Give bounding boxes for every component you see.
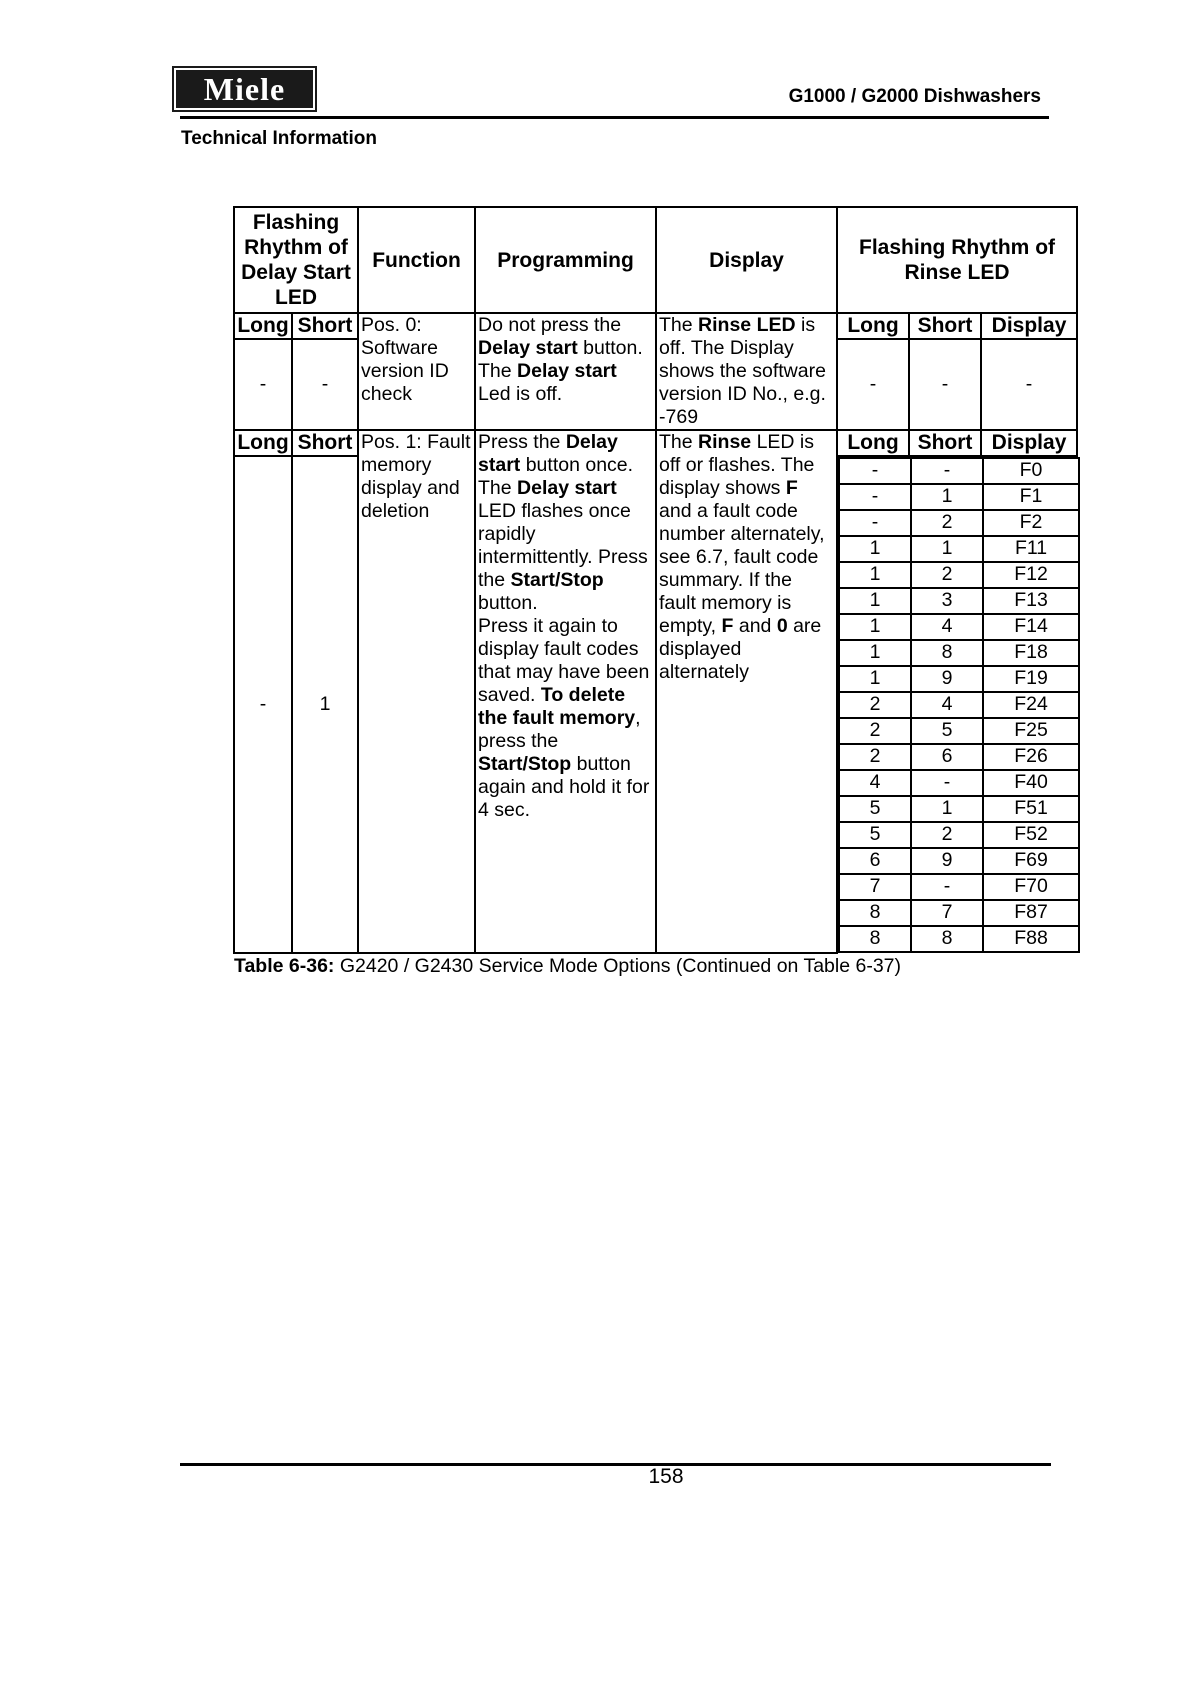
fault-code-long: 1 [839,614,911,640]
fault-code-long: 5 [839,822,911,848]
fault-code-long: 1 [839,666,911,692]
subheader-short: Short [292,430,358,456]
brand-logo [176,70,313,108]
brand-logo-text: Miele [203,71,286,107]
fault-code-short: 9 [911,666,983,692]
fault-code-row [839,458,1079,484]
fault-code-row [839,562,1079,588]
fault-code-row [839,588,1079,614]
fault-code-row [839,796,1079,822]
fault-code-long: 8 [839,900,911,926]
fault-code-long: 1 [839,536,911,562]
fault-code-display: F24 [983,692,1079,718]
fault-code-row [839,926,1079,952]
fault-code-row [839,484,1079,510]
fault-code-long: 5 [839,796,911,822]
table-row [234,313,1077,339]
fault-code-short: 7 [911,900,983,926]
subheader-rinse-short: Short [909,430,981,456]
fault-code-long: 2 [839,692,911,718]
pos1-long: - [234,456,292,953]
fault-code-display: F12 [983,562,1079,588]
fault-code-long: 1 [839,562,911,588]
pos0-short: - [292,339,358,430]
fault-code-display: F13 [983,588,1079,614]
fault-code-short: - [911,458,983,484]
table-header-row [234,207,1077,313]
fault-code-long: 8 [839,926,911,952]
fault-code-short: 5 [911,718,983,744]
fault-code-short: 1 [911,796,983,822]
fault-code-display: F52 [983,822,1079,848]
fault-code-row [839,718,1079,744]
fault-code-display: F51 [983,796,1079,822]
header-divider [180,116,1049,119]
fault-code-row [839,874,1079,900]
pos0-display: The Rinse LED is off. The Display shows the software version ID No., e.g. -769 [656,313,837,430]
fault-code-long: 7 [839,874,911,900]
pos1-programming: Press the Delay start button once. The Delay start LED flashes once rapidly intermittently. Press the Start/Stop button. Press it again to display fault codes that may have been saved. To delete the fault memory, press the Start/Stop button again and hold it for 4 sec. [475,430,656,953]
section-title: Technical Information [181,128,378,149]
pos0-programming: Do not press the Delay start button. The Delay start Led is off. [475,313,656,430]
fault-code-short: 8 [911,640,983,666]
fault-code-table [838,457,1080,953]
subheader-rinse-display: Display [981,313,1077,339]
fault-code-display: F25 [983,718,1079,744]
document-title: G1000 / G2000 Dishwashers [788,86,1041,107]
fault-code-display: F2 [983,510,1079,536]
fault-code-row [839,614,1079,640]
fault-code-display: F19 [983,666,1079,692]
subheader-short: Short [292,313,358,339]
fault-code-cell [837,456,1077,953]
fault-code-short: 6 [911,744,983,770]
fault-code-long: - [839,458,911,484]
fault-code-row [839,640,1079,666]
fault-code-short: 1 [911,484,983,510]
fault-code-row [839,900,1079,926]
fault-code-long: 1 [839,640,911,666]
fault-code-long: - [839,484,911,510]
fault-code-short: 2 [911,562,983,588]
fault-code-long: 1 [839,588,911,614]
subheader-long: Long [234,313,292,339]
fault-code-row [839,744,1079,770]
fault-code-long: 2 [839,718,911,744]
fault-code-short: 2 [911,822,983,848]
table-caption: Table 6-36: G2420 / G2430 Service Mode Options (Continued on Table 6-37) [234,955,902,977]
fault-code-list [839,458,1079,952]
fault-code-display: F18 [983,640,1079,666]
pos0-rinse-display: - [981,339,1077,430]
pos1-display: The Rinse LED is off or flashes. The display shows F and a fault code number alternately, see 6.7, fault code summary. If the fault memory is empty, F and 0 are displayed alternately [656,430,837,953]
fault-code-display: F40 [983,770,1079,796]
fault-code-display: F11 [983,536,1079,562]
subheader-rinse-short: Short [909,313,981,339]
pos0-rinse-long: - [837,339,909,430]
header-delay-led: Flashing Rhythm of Delay Start LED [234,207,358,313]
header-rinse-led: Flashing Rhythm of Rinse LED [837,207,1077,313]
fault-code-row [839,770,1079,796]
subheader-rinse-display: Display [981,430,1077,456]
fault-code-short: 4 [911,692,983,718]
fault-code-row [839,510,1079,536]
page-number: 158 [648,1465,684,1488]
fault-code-row [839,536,1079,562]
fault-code-long: 6 [839,848,911,874]
fault-code-long: - [839,510,911,536]
pos0-long: - [234,339,292,430]
fault-code-short: 4 [911,614,983,640]
fault-code-display: F70 [983,874,1079,900]
fault-code-display: F87 [983,900,1079,926]
fault-code-display: F26 [983,744,1079,770]
fault-code-short: 1 [911,536,983,562]
fault-code-row [839,848,1079,874]
fault-code-short: 9 [911,848,983,874]
fault-code-short: 3 [911,588,983,614]
fault-code-display: F0 [983,458,1079,484]
fault-code-display: F69 [983,848,1079,874]
pos1-short: 1 [292,456,358,953]
fault-code-long: 2 [839,744,911,770]
subheader-rinse-long: Long [837,313,909,339]
pos1-function: Pos. 1: Fault memory display and deletion [358,430,475,953]
fault-code-row [839,692,1079,718]
table-row [234,430,1077,456]
fault-code-display: F88 [983,926,1079,952]
header-function: Function [358,207,475,313]
header-display: Display [656,207,837,313]
pos0-rinse-short: - [909,339,981,430]
fault-code-short: - [911,874,983,900]
fault-code-display: F1 [983,484,1079,510]
fault-code-row [839,822,1079,848]
pos0-function: Pos. 0: Software version ID check [358,313,475,430]
fault-code-short: 2 [911,510,983,536]
fault-code-short: 8 [911,926,983,952]
fault-code-short: - [911,770,983,796]
header-programming: Programming [475,207,656,313]
service-mode-table [233,206,1078,954]
fault-code-row [839,666,1079,692]
fault-code-long: 4 [839,770,911,796]
subheader-rinse-long: Long [837,430,909,456]
fault-code-display: F14 [983,614,1079,640]
subheader-long: Long [234,430,292,456]
